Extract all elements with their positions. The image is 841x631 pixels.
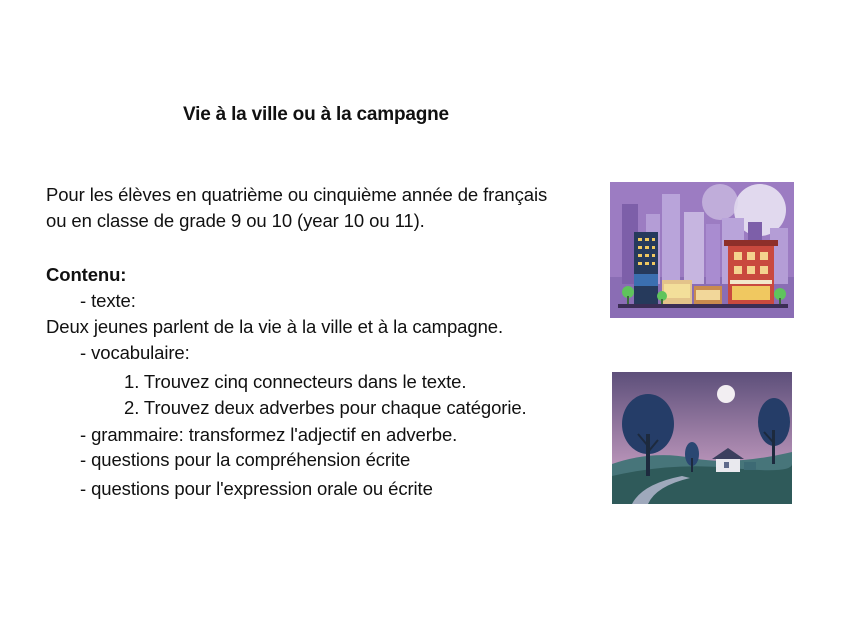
countryside-illustration (612, 372, 792, 504)
intro-line-2: ou en classe de grade 9 ou 10 (year 10 ou 11). (46, 210, 425, 231)
city-illustration (610, 182, 794, 318)
document-title: Vie à la ville ou à la campagne (183, 104, 449, 125)
item-vocabulaire: - vocabulaire: (80, 342, 190, 363)
item-expression: - questions pour l'expression orale ou écrite (80, 478, 433, 499)
contents-heading: Contenu: (46, 264, 127, 285)
vocab-task-2: 2. Trouvez deux adverbes pour chaque catégorie. (124, 397, 527, 418)
item-texte: - texte: (80, 290, 136, 311)
item-texte-description: Deux jeunes parlent de la vie à la ville et à la campagne. (46, 316, 503, 337)
vocab-task-1: 1. Trouvez cinq connecteurs dans le texte. (124, 371, 467, 392)
item-grammaire: - grammaire: transformez l'adjectif en adverbe. (80, 424, 458, 445)
intro-line-1: Pour les élèves en quatrième ou cinquième année de français (46, 184, 548, 205)
item-comprehension: - questions pour la compréhension écrite (80, 449, 411, 470)
